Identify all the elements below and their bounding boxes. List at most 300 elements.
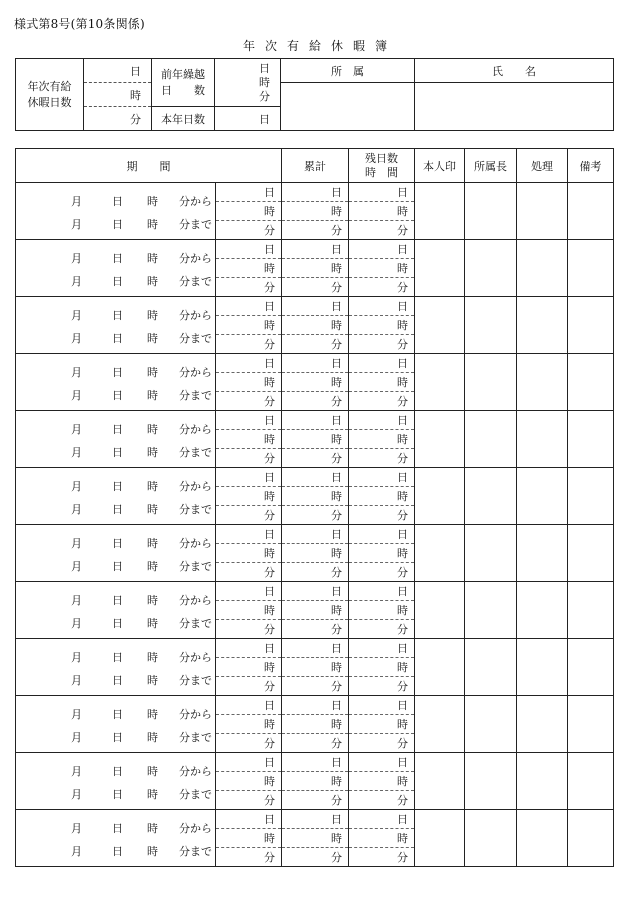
supervisor-cell[interactable] [465,810,517,867]
current-year-day-unit: 日 [215,107,281,131]
table-row [16,810,614,829]
period-amount-unit[interactable]: 日 [216,753,282,772]
period-unit: 月 [71,560,82,573]
period-unit: 月 [71,503,82,516]
remaining-unit[interactable]: 日 [349,468,415,487]
cumulative-unit[interactable]: 時 [282,259,349,278]
column-remaining: 残日数 時 間 [349,149,415,183]
annual-leave-minute-unit: 分 [84,107,152,131]
period-unit: 日 [112,845,123,858]
annual-leave-hour-unit: 時 [84,83,152,107]
period-cell[interactable] [16,582,216,639]
period-amount-unit[interactable]: 時 [216,487,282,506]
remarks-cell[interactable] [568,183,614,240]
seal-cell[interactable] [415,810,465,867]
period-amount-unit[interactable]: 日 [216,810,282,829]
period-unit: 日 [112,252,123,265]
supervisor-cell[interactable] [465,468,517,525]
period-unit: 日 [112,537,123,550]
cumulative-unit[interactable]: 時 [282,715,349,734]
period-amount-unit[interactable]: 時 [216,430,282,449]
title-char: 休 [331,39,344,53]
period-unit: 分まで [179,389,212,402]
period-unit: 月 [71,218,82,231]
seal-cell[interactable] [415,525,465,582]
affiliation-field[interactable] [281,83,415,131]
period-unit: 分まで [179,674,212,687]
period-unit: 月 [71,845,82,858]
period-amount-unit[interactable]: 日 [216,525,282,544]
period-unit: 月 [71,651,82,664]
period-unit: 日 [112,389,123,402]
title-char: 有 [286,39,299,53]
period-unit: 月 [71,617,82,630]
period-amount-unit[interactable]: 分 [216,620,282,639]
period-line [16,649,216,663]
cumulative-unit[interactable]: 日 [282,411,349,430]
period-amount-unit[interactable]: 日 [216,582,282,601]
period-line [16,706,216,720]
current-year-label: 本年日数 [152,107,215,131]
cumulative-unit[interactable]: 分 [282,335,349,354]
period-unit: 分まで [179,731,212,744]
period-unit: 月 [71,195,82,208]
processing-cell[interactable] [517,297,568,354]
period-unit: 分まで [179,788,212,801]
period-unit: 時 [147,309,158,322]
period-unit: 時 [147,423,158,436]
cumulative-unit[interactable]: 日 [282,525,349,544]
period-unit: 月 [71,788,82,801]
remaining-unit[interactable]: 分 [349,620,415,639]
period-unit: 分から [179,594,212,607]
remarks-cell[interactable] [568,582,614,639]
remaining-unit[interactable]: 日 [349,582,415,601]
period-unit: 時 [147,822,158,835]
seal-cell[interactable] [415,411,465,468]
cumulative-unit[interactable]: 日 [282,582,349,601]
header-table [15,58,614,131]
period-amount-unit[interactable]: 時 [216,316,282,335]
period-line [16,250,216,264]
cumulative-unit[interactable]: 分 [282,791,349,810]
period-amount-unit[interactable]: 分 [216,791,282,810]
period-amount-unit[interactable]: 分 [216,563,282,582]
period-cell[interactable] [16,297,216,354]
cumulative-unit[interactable]: 日 [282,696,349,715]
period-amount-unit[interactable]: 日 [216,240,282,259]
seal-cell[interactable] [415,696,465,753]
supervisor-cell[interactable] [465,525,517,582]
period-unit: 日 [112,218,123,231]
period-unit: 月 [71,822,82,835]
period-unit: 時 [147,731,158,744]
period-unit: 日 [112,309,123,322]
period-unit: 時 [147,218,158,231]
period-unit: 時 [147,252,158,265]
period-amount-unit[interactable]: 日 [216,354,282,373]
period-cell[interactable] [16,753,216,810]
supervisor-cell[interactable] [465,753,517,810]
cumulative-unit[interactable]: 分 [282,392,349,411]
processing-cell[interactable] [517,183,568,240]
period-amount-unit[interactable]: 日 [216,411,282,430]
cumulative-unit[interactable]: 日 [282,639,349,658]
title-char: 次 [264,39,277,53]
remaining-unit[interactable]: 分 [349,791,415,810]
period-line [16,843,216,857]
period-unit: 時 [147,480,158,493]
period-unit: 月 [71,594,82,607]
cumulative-unit[interactable]: 日 [282,297,349,316]
period-cell[interactable] [16,468,216,525]
period-cell[interactable] [16,810,216,867]
name-label: 氏 名 [415,59,614,83]
period-amount-unit[interactable]: 時 [216,658,282,677]
period-unit: 日 [112,674,123,687]
period-unit: 日 [112,788,123,801]
period-unit: 月 [71,389,82,402]
table-row [16,240,614,259]
remaining-unit[interactable]: 時 [349,544,415,563]
remarks-cell[interactable] [568,753,614,810]
remarks-cell[interactable] [568,297,614,354]
remaining-unit[interactable]: 日 [349,810,415,829]
remaining-unit[interactable]: 時 [349,373,415,392]
title-char: 暇 [353,39,366,53]
period-unit: 日 [112,617,123,630]
processing-cell[interactable] [517,468,568,525]
remaining-unit[interactable]: 日 [349,183,415,202]
period-cell[interactable] [16,183,216,240]
period-unit: 月 [71,480,82,493]
title-char: 年 [242,39,255,53]
period-unit: 時 [147,275,158,288]
column-cumulative: 累計 [282,149,349,183]
remarks-cell[interactable] [568,639,614,696]
period-unit: 分から [179,480,212,493]
cumulative-unit[interactable]: 分 [282,848,349,867]
cumulative-unit[interactable]: 日 [282,468,349,487]
period-unit: 月 [71,332,82,345]
remaining-unit[interactable]: 日 [349,525,415,544]
period-unit: 時 [147,503,158,516]
period-unit: 時 [147,651,158,664]
period-unit: 分から [179,651,212,664]
period-unit: 時 [147,845,158,858]
period-line [16,387,216,401]
remaining-unit[interactable]: 時 [349,430,415,449]
period-unit: 分から [179,366,212,379]
remarks-cell[interactable] [568,240,614,297]
supervisor-cell[interactable] [465,183,517,240]
period-unit: 分から [179,423,212,436]
processing-cell[interactable] [517,525,568,582]
supervisor-cell[interactable] [465,639,517,696]
cumulative-unit[interactable]: 日 [282,354,349,373]
seal-cell[interactable] [415,240,465,297]
period-unit: 日 [112,446,123,459]
period-line [16,421,216,435]
period-unit: 分まで [179,503,212,516]
cumulative-unit[interactable]: 日 [282,810,349,829]
period-unit: 日 [112,731,123,744]
period-line [16,330,216,344]
cumulative-unit[interactable]: 分 [282,563,349,582]
remaining-unit[interactable]: 分 [349,506,415,525]
period-cell[interactable] [16,411,216,468]
remarks-cell[interactable] [568,411,614,468]
remaining-unit[interactable]: 時 [349,829,415,848]
period-amount-unit[interactable]: 時 [216,601,282,620]
leave-record-table [15,148,614,867]
title-char: 簿 [375,39,388,53]
seal-cell[interactable] [415,639,465,696]
cumulative-unit[interactable]: 時 [282,601,349,620]
carryover-label: 前年繰越 日 数 [152,59,215,107]
affiliation-label: 所 属 [281,59,415,83]
table-row [16,468,614,487]
remaining-unit[interactable]: 時 [349,772,415,791]
period-unit: 分まで [179,446,212,459]
period-unit: 日 [112,594,123,607]
remaining-unit[interactable]: 分 [349,734,415,753]
cumulative-unit[interactable]: 分 [282,734,349,753]
period-unit: 日 [112,822,123,835]
remaining-unit[interactable]: 時 [349,658,415,677]
cumulative-unit[interactable]: 分 [282,221,349,240]
period-line [16,216,216,230]
cumulative-unit[interactable]: 時 [282,316,349,335]
processing-cell[interactable] [517,753,568,810]
cumulative-unit[interactable]: 時 [282,487,349,506]
period-unit: 月 [71,731,82,744]
period-amount-unit[interactable]: 分 [216,392,282,411]
period-line [16,535,216,549]
cumulative-unit[interactable]: 分 [282,677,349,696]
remaining-unit[interactable]: 時 [349,601,415,620]
name-field[interactable] [415,83,614,131]
period-unit: 日 [112,332,123,345]
remarks-cell[interactable] [568,525,614,582]
remaining-unit[interactable]: 時 [349,202,415,221]
period-amount-unit[interactable]: 分 [216,278,282,297]
period-amount-unit[interactable]: 分 [216,734,282,753]
period-unit: 月 [71,765,82,778]
column-supervisor: 所属長 [465,149,517,183]
period-unit: 時 [147,389,158,402]
table-row [16,753,614,772]
period-line [16,615,216,629]
period-unit: 時 [147,708,158,721]
cumulative-unit[interactable]: 時 [282,544,349,563]
period-amount-unit[interactable]: 時 [216,772,282,791]
supervisor-cell[interactable] [465,354,517,411]
seal-cell[interactable] [415,354,465,411]
remaining-unit[interactable]: 時 [349,715,415,734]
remaining-unit[interactable]: 分 [349,221,415,240]
remarks-cell[interactable] [568,354,614,411]
cumulative-unit[interactable]: 時 [282,373,349,392]
period-unit: 時 [147,537,158,550]
period-line [16,444,216,458]
period-amount-unit[interactable]: 日 [216,297,282,316]
processing-cell[interactable] [517,240,568,297]
period-cell[interactable] [16,240,216,297]
cumulative-unit[interactable]: 時 [282,772,349,791]
cumulative-unit[interactable]: 日 [282,753,349,772]
processing-cell[interactable] [517,696,568,753]
cumulative-unit[interactable]: 分 [282,278,349,297]
table-row [16,297,614,316]
remaining-unit[interactable]: 分 [349,392,415,411]
period-amount-unit[interactable]: 時 [216,373,282,392]
remarks-cell[interactable] [568,810,614,867]
processing-cell[interactable] [517,354,568,411]
supervisor-cell[interactable] [465,582,517,639]
remaining-unit[interactable]: 分 [349,278,415,297]
cumulative-unit[interactable]: 分 [282,506,349,525]
seal-cell[interactable] [415,297,465,354]
period-amount-unit[interactable]: 分 [216,221,282,240]
seal-cell[interactable] [415,753,465,810]
remarks-cell[interactable] [568,696,614,753]
period-unit: 分まで [179,332,212,345]
remaining-unit[interactable]: 日 [349,753,415,772]
processing-cell[interactable] [517,639,568,696]
period-cell[interactable] [16,525,216,582]
period-cell[interactable] [16,354,216,411]
cumulative-unit[interactable]: 日 [282,183,349,202]
period-line [16,558,216,572]
period-amount-unit[interactable]: 分 [216,677,282,696]
period-line [16,820,216,834]
table-row [16,582,614,601]
remaining-unit[interactable]: 分 [349,335,415,354]
period-amount-unit[interactable]: 日 [216,183,282,202]
period-amount-unit[interactable]: 分 [216,506,282,525]
period-unit: 日 [112,275,123,288]
period-unit: 月 [71,366,82,379]
seal-cell[interactable] [415,582,465,639]
period-amount-unit[interactable]: 日 [216,696,282,715]
column-remarks: 備考 [568,149,614,183]
period-unit: 時 [147,674,158,687]
remaining-unit[interactable]: 時 [349,316,415,335]
table-row [16,525,614,544]
period-unit: 月 [71,275,82,288]
period-amount-unit[interactable]: 時 [216,259,282,278]
period-amount-unit[interactable]: 時 [216,544,282,563]
period-unit: 月 [71,537,82,550]
period-line [16,672,216,686]
period-unit: 時 [147,366,158,379]
period-unit: 日 [112,503,123,516]
supervisor-cell[interactable] [465,240,517,297]
period-unit: 時 [147,446,158,459]
cumulative-unit[interactable]: 分 [282,620,349,639]
period-amount-unit[interactable]: 分 [216,848,282,867]
supervisor-cell[interactable] [465,696,517,753]
remaining-unit[interactable]: 日 [349,354,415,373]
remaining-unit[interactable]: 分 [349,677,415,696]
period-unit: 月 [71,674,82,687]
period-amount-unit[interactable]: 日 [216,639,282,658]
remaining-unit[interactable]: 日 [349,240,415,259]
period-unit: 月 [71,423,82,436]
table-row [16,411,614,430]
remaining-unit[interactable]: 時 [349,487,415,506]
period-unit: 分から [179,765,212,778]
period-unit: 分まで [179,617,212,630]
period-unit: 日 [112,366,123,379]
carryover-units: 日 時 分 [215,59,281,107]
period-unit: 日 [112,423,123,436]
processing-cell[interactable] [517,411,568,468]
period-unit: 日 [112,560,123,573]
period-line [16,592,216,606]
period-cell[interactable] [16,639,216,696]
period-unit: 日 [112,195,123,208]
remaining-unit[interactable]: 日 [349,696,415,715]
period-unit: 時 [147,560,158,573]
cumulative-unit[interactable]: 時 [282,829,349,848]
cumulative-unit[interactable]: 時 [282,430,349,449]
period-amount-unit[interactable]: 分 [216,449,282,468]
remaining-unit[interactable]: 日 [349,297,415,316]
column-processing: 処理 [517,149,568,183]
period-amount-unit[interactable]: 時 [216,829,282,848]
period-unit: 時 [147,765,158,778]
period-cell[interactable] [16,696,216,753]
remaining-unit[interactable]: 分 [349,563,415,582]
period-amount-unit[interactable]: 日 [216,468,282,487]
title-char: 給 [308,39,321,53]
period-unit: 時 [147,788,158,801]
period-amount-unit[interactable]: 分 [216,335,282,354]
remaining-unit[interactable]: 日 [349,411,415,430]
cumulative-unit[interactable]: 時 [282,658,349,677]
table-row [16,696,614,715]
remaining-unit[interactable]: 分 [349,848,415,867]
period-amount-unit[interactable]: 時 [216,715,282,734]
cumulative-unit[interactable]: 日 [282,240,349,259]
period-unit: 月 [71,309,82,322]
period-unit: 日 [112,708,123,721]
processing-cell[interactable] [517,582,568,639]
period-amount-unit[interactable]: 時 [216,202,282,221]
seal-cell[interactable] [415,468,465,525]
period-unit: 時 [147,332,158,345]
table-row [16,183,614,202]
period-unit: 分まで [179,275,212,288]
annual-leave-day-unit: 日 [84,59,152,83]
processing-cell[interactable] [517,810,568,867]
cumulative-unit[interactable]: 分 [282,449,349,468]
period-unit: 時 [147,617,158,630]
remaining-unit[interactable]: 分 [349,449,415,468]
remaining-unit[interactable]: 時 [349,259,415,278]
supervisor-cell[interactable] [465,411,517,468]
seal-cell[interactable] [415,183,465,240]
cumulative-unit[interactable]: 時 [282,202,349,221]
form-number-label: 様式第8号(第10条関係) [14,17,145,31]
remaining-unit[interactable]: 日 [349,639,415,658]
remarks-cell[interactable] [568,468,614,525]
supervisor-cell[interactable] [465,297,517,354]
period-line [16,786,216,800]
page-title [0,37,630,54]
